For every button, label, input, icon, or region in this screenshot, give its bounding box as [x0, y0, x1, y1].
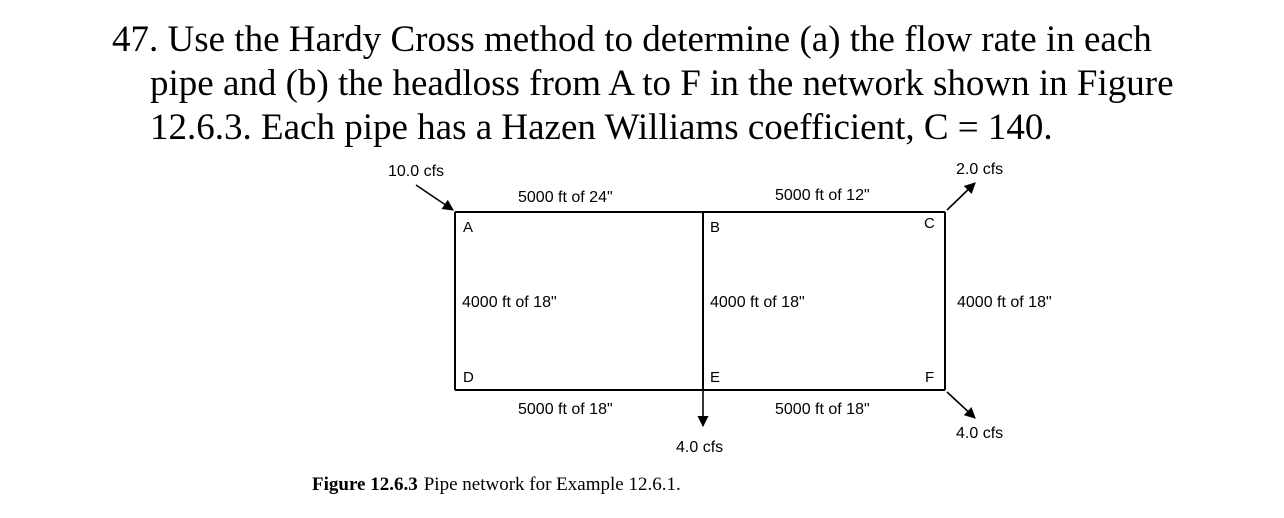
problem-line-3: 12.6.3. Each pipe has a Hazen Williams coefficient, C = 140. — [150, 107, 1053, 148]
node-label-B: B — [710, 219, 721, 236]
node-label-F: F — [925, 369, 935, 386]
flow-label-inflow-A: 10.0 cfs — [388, 163, 445, 180]
flow-label-outflow-C: 2.0 cfs — [956, 161, 1004, 178]
outflow-arrow-F — [947, 392, 975, 418]
figure-caption — [312, 474, 681, 496]
pipe-label-DE: 5000 ft of 18" — [518, 401, 613, 418]
flow-label-outflow-F: 4.0 cfs — [956, 425, 1004, 442]
pipe-label-AD: 4000 ft of 18" — [462, 294, 557, 311]
node-label-C: C — [924, 215, 935, 232]
pipe-label-EF: 5000 ft of 18" — [775, 401, 870, 418]
pipe-label-CF: 4000 ft of 18" — [957, 294, 1052, 311]
pipe-label-AB: 5000 ft of 24" — [518, 189, 613, 206]
node-label-E: E — [710, 369, 721, 386]
node-label-A: A — [463, 219, 474, 236]
problem-line-1: 47. Use the Hardy Cross method to determine (a) the flow rate in each — [112, 19, 1152, 60]
pipe-label-BC: 5000 ft of 12" — [775, 187, 870, 204]
problem-line-2: pipe and (b) the headloss from A to F in the network shown in Figure — [150, 63, 1174, 104]
pipe-label-BE: 4000 ft of 18" — [710, 294, 805, 311]
outflow-arrow-C — [947, 183, 975, 210]
flow-label-outflow-E: 4.0 cfs — [676, 439, 724, 456]
figure-caption-text: Pipe network for Example 12.6.1. — [423, 474, 681, 495]
node-label-D: D — [463, 369, 474, 386]
figure-caption-label: Figure 12.6.3 — [312, 474, 418, 495]
inflow-arrow-A — [416, 185, 453, 210]
